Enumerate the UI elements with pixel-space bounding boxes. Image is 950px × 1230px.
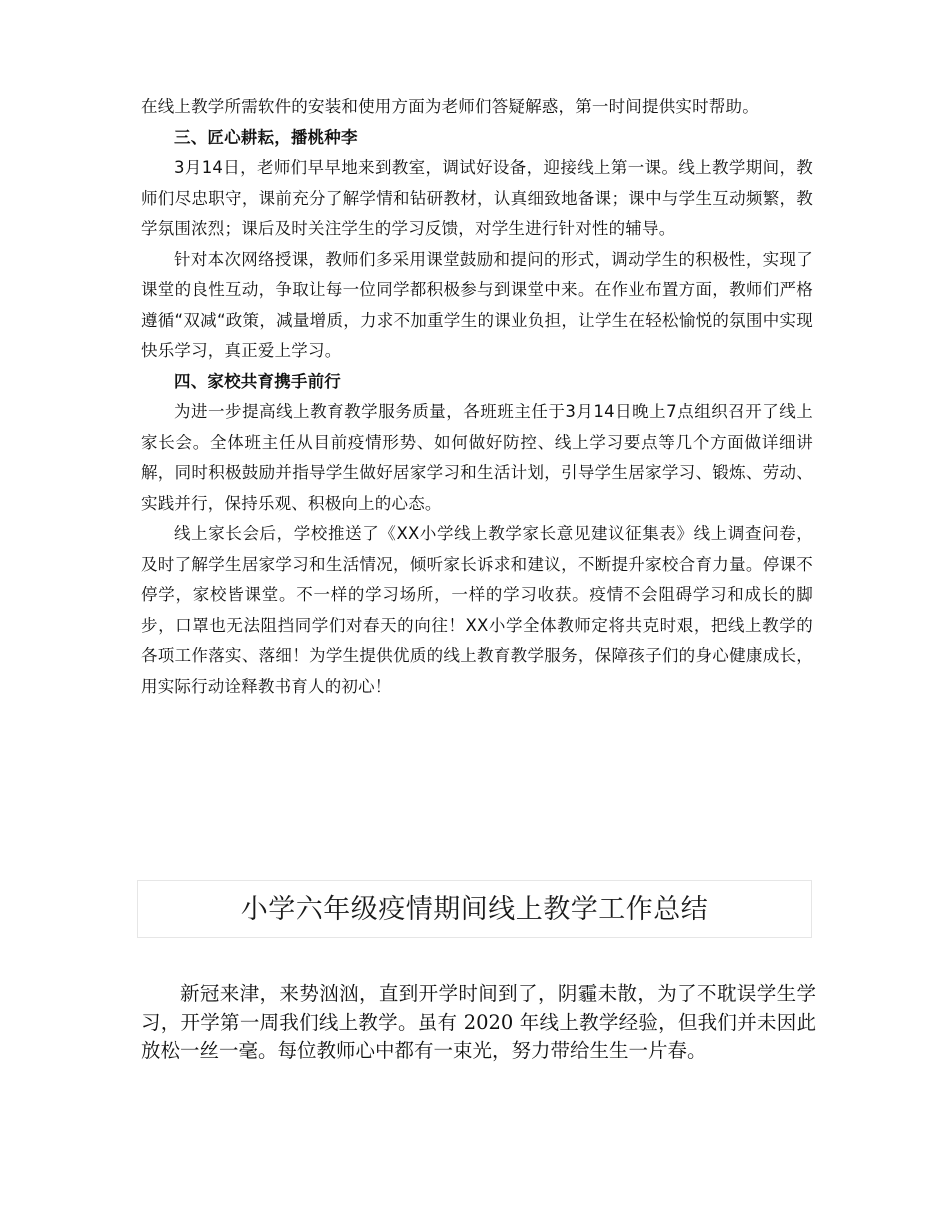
paragraph-4: 为进一步提高线上教育教学服务质量，各班班主任于3月14日晚上7点组织召开了线上家长会。全体班主任从目前疫情形势、如何做好防控、线上学习要点等几个方面做详细讲解，同时积极鼓励并指导学生做好居家学习和生活计划，引导学生居家学习、锻炼、劳动、实践并行，保持乐观、积极向上的心态。 [141,402,813,513]
paragraph-5: 线上家长会后，学校推送了《XX小学线上教学家长意见建议征集表》线上调查问卷，及时了解学生居家学习和生活情况，倾听家长诉求和建议，不断提升家校合育力量。停课不停学，家校皆课堂。不一样的学习场所，一样的学习收获。疫情不会阻碍学习和成长的脚步，口罩也无法阻挡同学们对春天的向往！XX小学全体教师定将共克时艰，把线上教学的各项工作落实、落细！为学生提供优质的线上教育教学服务，保障孩子们的身心健康成长，用实际行动诠释教书育人的初心！ [141,524,813,696]
section-heading-3: 三、匠心耕耘，播桃种李 [174,127,358,147]
paragraph-3: 针对本次网络授课，教师们多采用课堂鼓励和提问的形式，调动学生的积极性，实现了课堂的良性互动，争取让每一位同学都积极参与到课堂中来。在作业布置方面，教师们严格遵循“双减“政策，减量增质，力求不加重学生的课业负担，让学生在轻松愉悦的氛围中实现快乐学习，真正爱上学习。 [141,249,813,360]
section-heading-4: 四、家校共育携手前行 [174,371,341,391]
paragraph-1: 在线上教学所需软件的安装和使用方面为老师们答疑解惑，第一时间提供实时帮助。 [141,97,759,116]
second-article-title-box [137,880,812,938]
second-article-intro: 新冠来津，来势汹汹，直到开学时间到了，阴霾未散，为了不耽误学生学习，开学第一周我们线上教学。虽有 2020 年线上教学经验，但我们并未因此放松一丝一毫。每位教师心中都有一束光，努力带给生生一片春。 [141,982,816,1062]
second-article-body [141,980,816,1066]
article-body [141,92,813,702]
paragraph-2: 3月14日，老师们早早地来到教室，调试好设备，迎接线上第一课。线上教学期间，教师们尽忠职守，课前充分了解学情和钻研教材，认真细致地备课；课中与学生互动频繁，教学氛围浓烈；课后及时关注学生的学习反馈，对学生进行针对性的辅导。 [141,158,813,238]
second-article-title: 小学六年级疫情期间线上教学工作总结 [240,893,709,925]
